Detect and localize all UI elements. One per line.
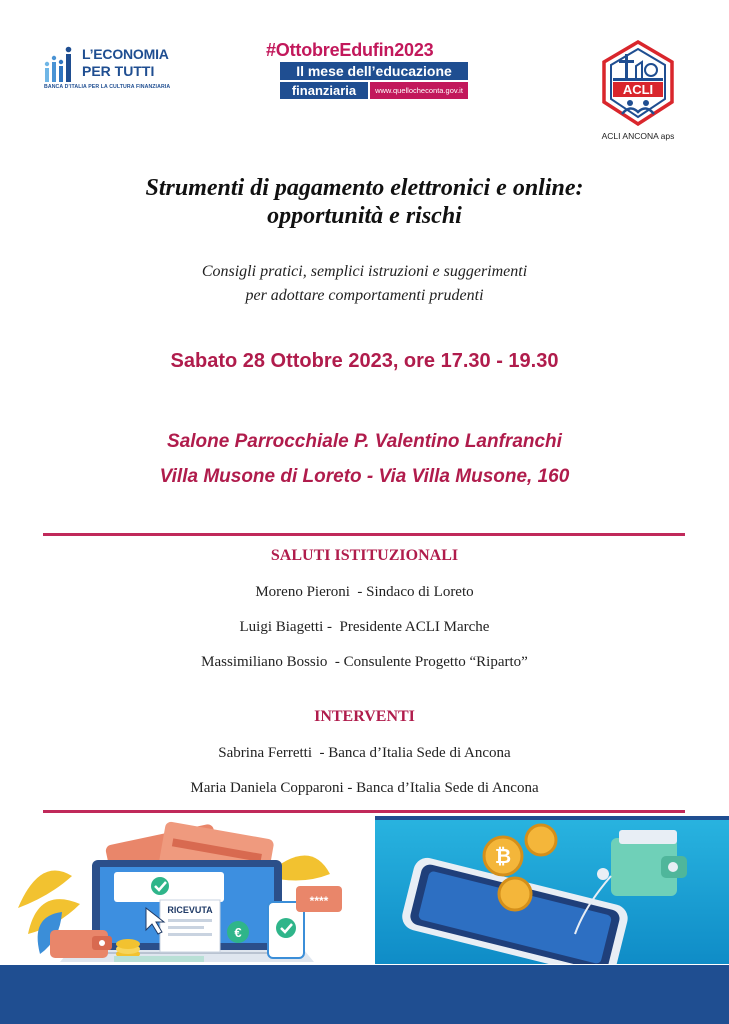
economia-per-tutti-logo [44,42,179,100]
speaker-item: Massimiliano Bossio - Consulente Progetto “Riparto” [201,654,528,670]
card-stars: **** [309,894,329,908]
speaker-item: Moreno Pieroni - Sindaco di Loreto [255,584,474,600]
venue-line-2: Villa Musone di Loreto - Via Villa Musone, 160 [159,466,570,487]
divider-top [43,533,685,536]
receipt-label: RICEVUTA [167,905,213,915]
subtitle-line-2: per adottare comportamenti prudenti [245,287,484,304]
event-subtitle [0,260,729,308]
speaker-item: Luigi Biagetti - Presidente ACLI Marche [239,619,490,635]
acli-caption: ACLI ANCONA aps [601,131,675,141]
edufin-month-label: Il mese dell’educazione [280,62,468,80]
acli-mark-text: ACLI [622,82,654,97]
event-date: Sabato 28 Ottobre 2023, ore 17.30 - 19.30 [170,350,559,372]
economia-tagline: BANCA D’ITALIA PER LA CULTURA FINANZIARIA [44,84,171,90]
event-title [0,174,729,230]
interventi-heading: INTERVENTI [314,708,415,725]
title-line-1: Strumenti di pagamento elettronici e online: [145,175,584,201]
bar-chart-icon [44,46,78,82]
laptop-payment-illustration [10,816,372,964]
speaker-item: Maria Daniela Copparoni - Banca d’Italia Sede di Ancona [190,780,539,796]
subtitle-line-1: Consigli pratici, semplici istruzioni e suggerimenti [201,263,528,280]
venue-line-1: Salone Parrocchiale P. Valentino Lanfranchi [167,431,562,452]
phone-bitcoin-illustration [375,816,729,964]
divider-bottom [43,810,685,813]
edufin-url: www.quellocheconta.gov.it [370,82,468,99]
economia-line1: L’ECONOMIA [82,46,169,62]
acli-emblem-icon [600,40,676,126]
bitcoin-symbol: ₿ [494,844,512,868]
edufin-hashtag: #OttobreEdufin2023 [266,40,434,60]
footer-band [0,965,729,1024]
title-line-2: opportunità e rischi [267,203,462,229]
ottobre-edufin-logo [266,40,476,102]
edufin-finanziaria-label: finanziaria [280,82,368,99]
euro-symbol: € [234,925,242,940]
economia-line2: PER TUTTI [82,63,155,79]
speaker-item: Sabrina Ferretti - Banca d’Italia Sede di Ancona [218,745,511,761]
event-venue [0,424,729,494]
acli-logo [598,40,678,144]
saluti-heading: SALUTI ISTITUZIONALI [270,547,459,564]
